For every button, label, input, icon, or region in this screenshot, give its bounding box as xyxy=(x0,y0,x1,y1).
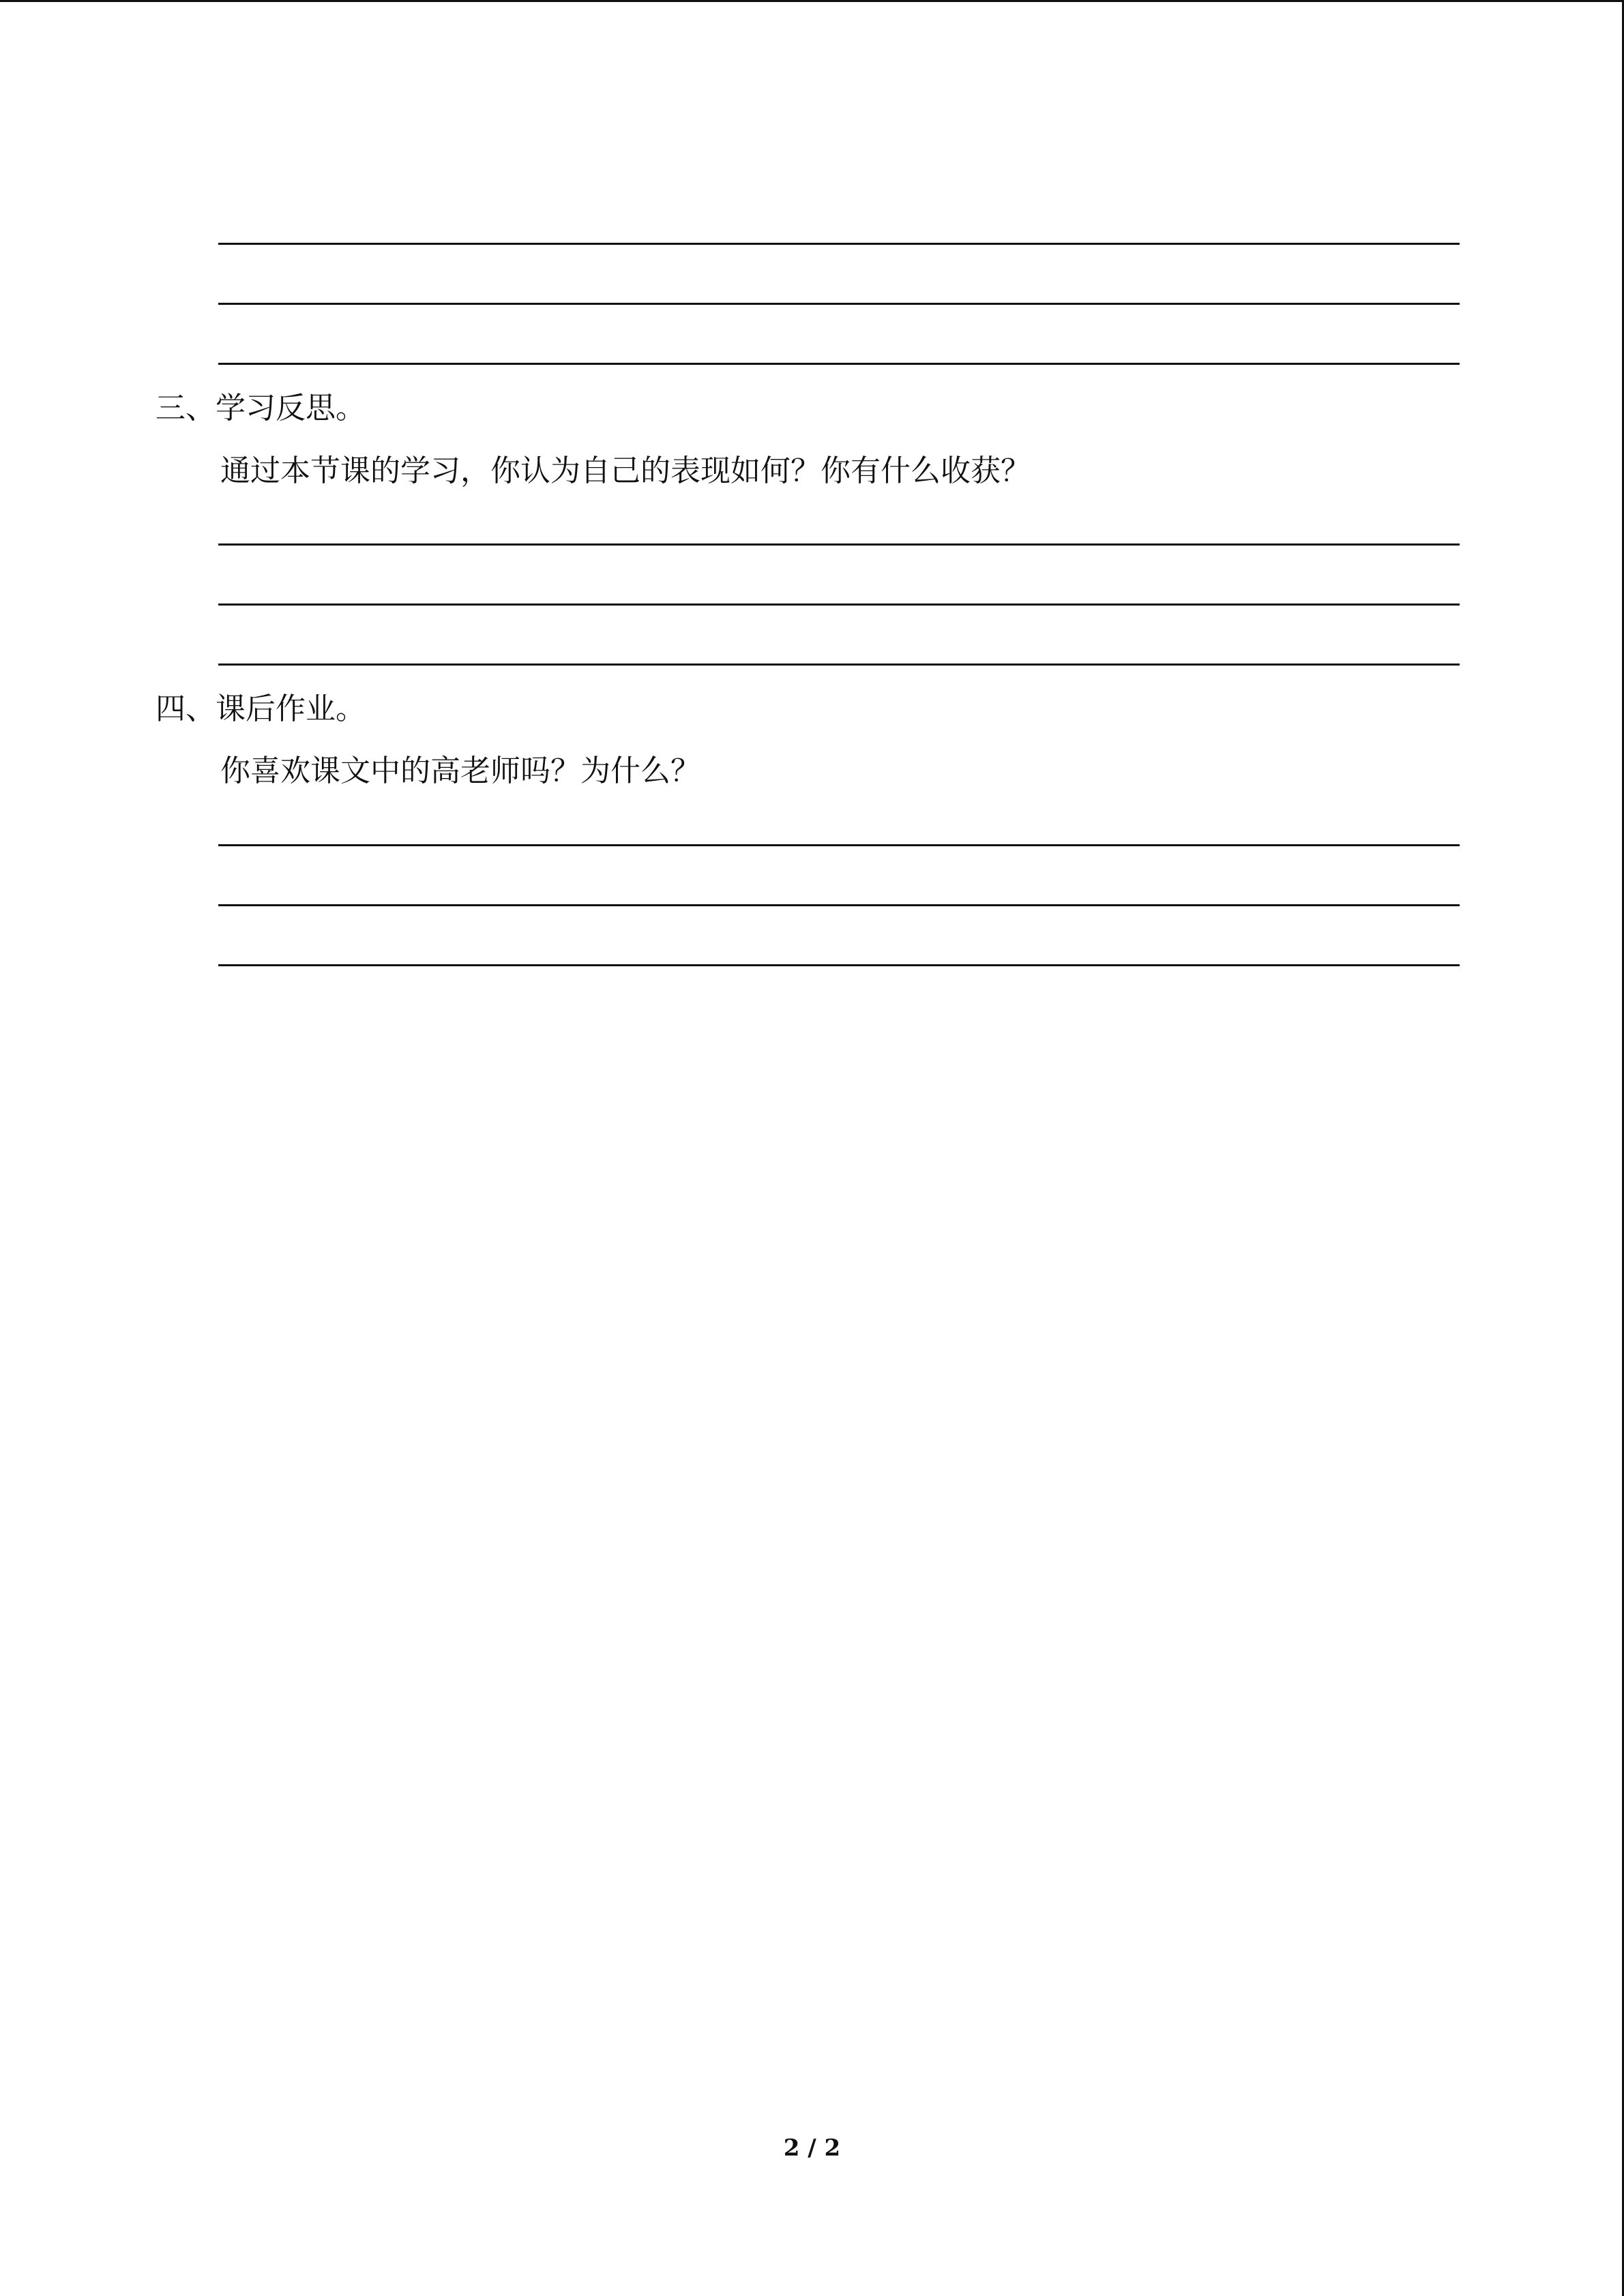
answer-line[interactable] xyxy=(218,543,1460,546)
answer-line[interactable] xyxy=(218,303,1460,305)
section-heading-reflection: 三、学习反思。 xyxy=(156,391,366,426)
question-homework: 你喜欢课文中的高老师吗？为什么？ xyxy=(220,754,700,788)
answer-line[interactable] xyxy=(218,363,1460,365)
page-top-border xyxy=(0,0,1624,2)
answer-line[interactable] xyxy=(218,243,1460,245)
answer-line[interactable] xyxy=(218,603,1460,606)
answer-line[interactable] xyxy=(218,664,1460,666)
page-number: 2 / 2 xyxy=(783,2134,841,2162)
question-reflection: 通过本节课的学习，你认为自己的表现如何？你有什么收获？ xyxy=(220,453,1031,488)
answer-line[interactable] xyxy=(218,964,1460,966)
answer-line[interactable] xyxy=(218,844,1460,846)
section-heading-homework: 四、课后作业。 xyxy=(156,691,366,726)
answer-line[interactable] xyxy=(218,904,1460,906)
